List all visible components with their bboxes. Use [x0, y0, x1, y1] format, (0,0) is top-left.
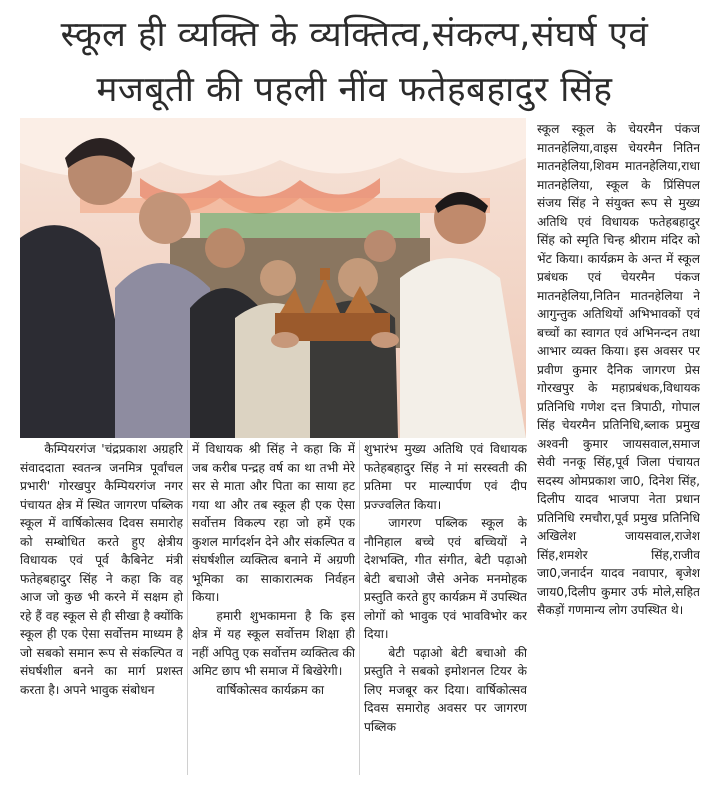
column-divider [359, 440, 360, 775]
next-headline-fragment [20, 778, 700, 787]
column-3-paragraph: बेटी पढ़ाओ बेटी बचाओ की प्रस्तुति ने सबको इमोशनल टियर के लिए मजबूर कर दिया। वार्षिकोत्सव दिवस समारोह अवसर पर जागरण पब्लिक [364, 645, 527, 734]
article-column-3 [364, 440, 527, 780]
article-column-2 [192, 440, 355, 780]
previous-article-fragment [330, 0, 709, 4]
photo-ceremony-icon [20, 118, 526, 438]
column-2-paragraph: वार्षिकोत्सव कार्यक्रम का [216, 682, 325, 697]
column-3-paragraph: जागरण पब्लिक स्कूल के नौनिहाल बच्चे एवं बच्चियों ने देशभक्ति, गीत संगीत, बेटी पढ़ाओ बेटी बचाओ जैसे अनेक मनमोहक प्रस्तुति करते हुए कार्यक्रम में उपस्थित लोगों को भावुक एवं भावविभोर कर दिया। [364, 516, 527, 641]
column-2-paragraph: हमारी शुभकामना है कि इस क्षेत्र में यह स्कूल सर्वोत्तम शिक्षा ही नहीं अपितु एक सर्वोत्तम व्यक्तित्व की अमिट छाप भी समाज में बिखेरेगी। [192, 608, 355, 678]
column-2-paragraph: में विधायक श्री सिंह ने कहा कि में जब करीब पन्द्रह वर्ष का था तभी मेरे सर से माता और पिता का साया हट गया था और तब स्कूल ही एक ऐसा सर्वोत्तम विकल्प रहा जो हमें एक कुशल मार्गदर्शन देने और संकल्पित व संघर्षशील व्यक्तित्व बनाने में अग्रणी भूमिका का साकारात्मक निर्वहन किया। [192, 442, 355, 604]
column-3-paragraph: शुभारंभ मुख्य अतिथि एवं विधायक फतेहबहादुर सिंह ने मां सरस्वती की प्रतिमा पर माल्यार्पण एवं दीप प्रज्ज्वलित किया। [364, 442, 527, 512]
headline-line-1: स्कूल ही व्यक्ति के व्यक्तित्व,संकल्प,संघर्ष एवं [60, 15, 649, 55]
headline [0, 8, 709, 118]
article-column-4: स्कूल स्कूल के चेयरमैन पंकज मातनहेलिया,वाइस चेयरमैन नितिन मातनहेलिया,शिवम मातनहेलिया,राधा मातनहेलिया, स्कूल के प्रिंसिपल संजय सिंह ने संयुक्त रूप से मुख्य अतिथि एवं विधायक फतेहबहादुर सिंह को स्मृति चिन्ह श्रीराम मंदिर को भेंट किया। कार्यक्रम के अन्त में स्कूल प्रबंधक एवं चेयरमैन पंकज मातनहेलिया,नितिन मातनहेलिया ने आगुन्तुक अतिथियों अभिभावकों एवं बच्चों का स्वागत एवं अभिनन्दन तथा आभार व्यक्त किया। इस अवसर पर प्रवीण कुमार दैनिक जागरण प्रेस गोरखपुर के महाप्रबंधक,विधायक प्रतिनिधि गणेश दत्त त्रिपाठी, गोपाल सिंह चेयरमैन प्रतिनिधि,ब्लाक प्रमुख अश्वनी कुमार जायसवाल,समाज सेवी ननकू सिंह,पूर्व जिला पंचायत सदस्य ओमप्रकाश जा0, दिनेश सिंह, दिलीप यादव भाजपा नेता प्रधान प्रतिनिधि रमचौरा,पूर्व प्रमुख प्रतिनिधि अखिलेश जायसवाल,राजेश सिंह,शमशेर सिंह,राजीव जा0,जनार्दन यादव नवापार, बृजेश जाय0,दिलीप कुमार उर्फ मोले,सहित सैकड़ों गणमान्य लोग उपस्थित थे। [537, 122, 700, 617]
ceremony-photo [20, 118, 526, 438]
headline-line-2: मजबूती की पहली नींव फतेहबहादुर सिंह [96, 70, 613, 110]
article-column-1: कैम्पियरगंज 'चंद्रप्रकाश अग्रहरि संवाददाता स्वतन्त्र जनमित्र पूर्वांचल प्रभारी' गोरखपुर कैम्पियरगंज नगर पंचायत क्षेत्र में स्थित जागरण पब्लिक स्कूल में वार्षिकोत्सव दिवस समारोह को सम्बोधित करते हुए क्षेत्रीय विधायक एवं पूर्व कैबिनेट मंत्री फतेहबहादुर सिंह ने कहा कि वह आज जो कुछ भी करने में सक्षम हो रहे हैं वह स्कूल से ही सीखा है क्योंकि स्कूल ही एक ऐसा सर्वोत्तम माध्यम है जो सबको समान रूप से संकल्पित व संघर्षशील बनने का मार्ग प्रशस्त करता है। अपने भावुक संबोधन [20, 442, 183, 697]
column-divider [187, 440, 188, 775]
